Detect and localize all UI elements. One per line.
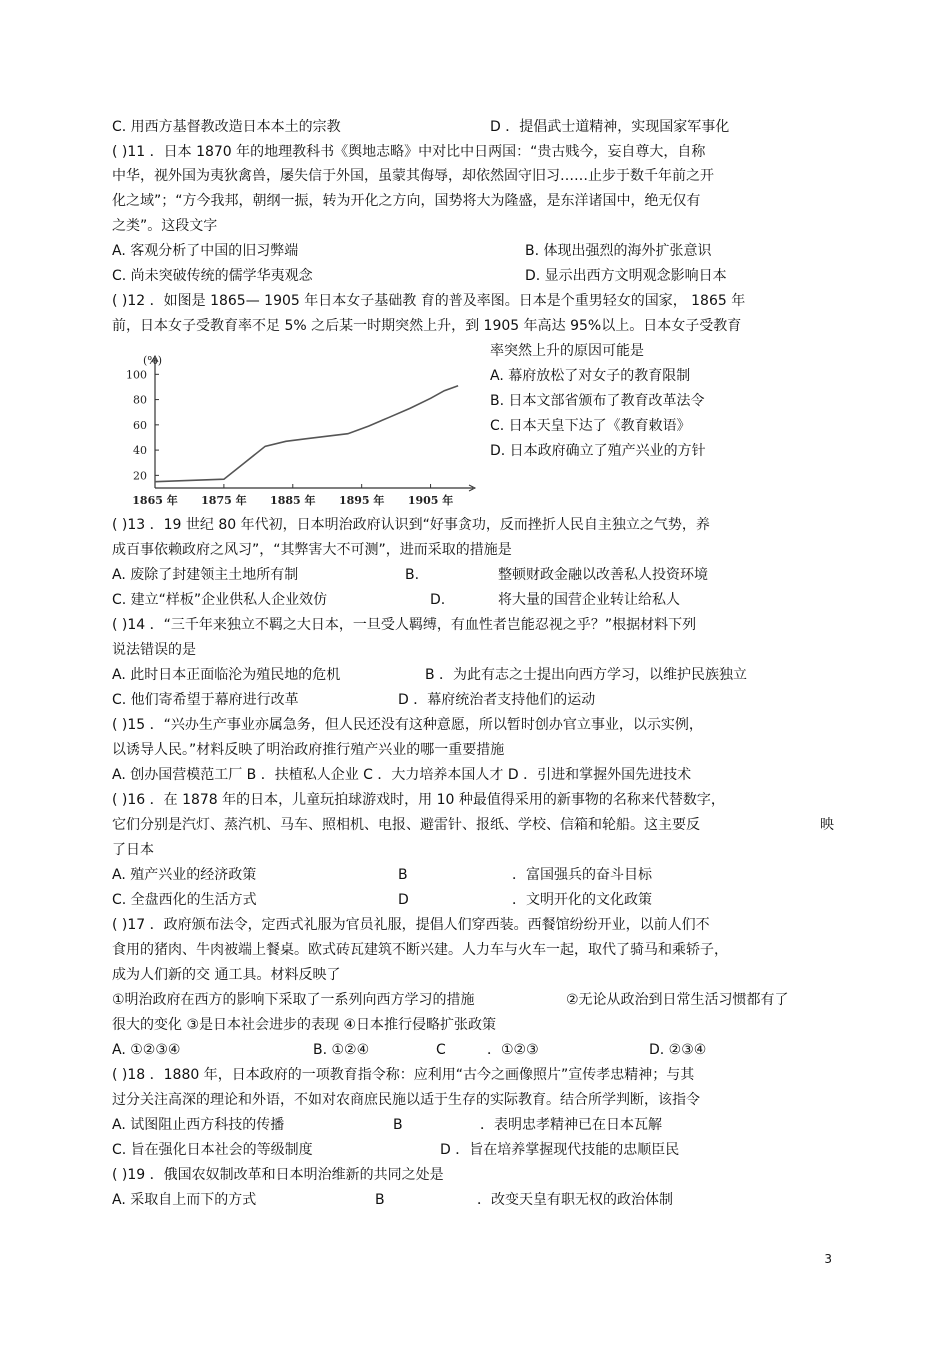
q18-option-b-text: ．表明忠孝精神已在日本瓦解	[480, 1117, 662, 1133]
q16-stem-1: ( )16 ．在 1878 年的日本，儿童玩拍球游戏时，用 10 种最值得采用的新事物的名称来代替数字，	[112, 792, 725, 808]
line-c-option: C. 用西方基督教改造日本本土的宗教	[112, 119, 341, 135]
q19-stem: ( )19 ．俄国农奴制改革和日本明治维新的共同之处是	[112, 1167, 444, 1183]
q16-option-a: A. 殖产兴业的经济政策	[112, 867, 257, 883]
q17-option-c-letter: C	[436, 1042, 446, 1058]
q17-option-b: B. ①②④	[313, 1042, 370, 1058]
line-d-option: D ．提倡武士道精神，实现国家军事化	[490, 119, 730, 135]
q11-option-a: A. 客观分析了中国的旧习弊端	[112, 243, 299, 259]
q11-option-b: B. 体现出强烈的海外扩张意识	[525, 243, 712, 259]
q19-option-a: A. 采取自上而下的方式	[112, 1192, 257, 1208]
q13-option-b-letter: B.	[405, 567, 420, 583]
q17-stem-1: ( )17 ．政府颁布法令，定西式礼服为官员礼服，提倡人们穿西装。西餐馆纷纷开业，以前人们不	[112, 917, 710, 933]
q11-stem-1: ( )11 ．日本 1870 年的地理教科书《舆地志略》中对比中日两国：“贵古贱今，妄自尊大，自称	[112, 144, 706, 160]
q12-stem-2: 前，日本女子受教育率不足 5% 之后某一时期突然上升，到 1905 年高达 95%以上。日本女子受教育	[112, 318, 742, 334]
q16-stem-2-end: 映	[820, 817, 834, 833]
q17-stem-3: 成为人们新的交 通工具。材料反映了	[112, 967, 341, 983]
series-line	[155, 386, 458, 482]
q12-stem-3: 率突然上升的原因可能是	[490, 343, 644, 359]
q13-stem-1: ( )13 ．19 世纪 80 年代初，日本明治政府认识到“好事贪功，反而挫折人民自主独立之气势，养	[112, 517, 710, 533]
q12-option-c: C. 日本天皇下达了《教育敕语》	[490, 418, 691, 434]
q18-option-a: A. 试图阻止西方科技的传播	[112, 1117, 285, 1133]
y-tick-label: 40	[133, 444, 147, 458]
page-number: 3	[824, 1252, 832, 1266]
q16-stem-2: 它们分别是汽灯、蒸汽机、马车、照相机、电报、避雷针、报纸、学校、信箱和轮船。这主要反	[112, 817, 700, 833]
q13-option-c: C. 建立“样板”企业供私人企业效仿	[112, 592, 328, 608]
q17-items-3-4: 很大的变化 ③是日本社会进步的表现 ④日本推行侵略扩张政策	[112, 1017, 497, 1033]
literacy-line-chart	[110, 345, 480, 510]
q16-option-b-letter: B	[398, 867, 408, 883]
y-tick-label: 100	[126, 368, 147, 382]
q17-item-2: ②无论从政治到日常生活习惯都有了	[566, 992, 789, 1008]
q17-option-a: A. ①②③④	[112, 1042, 181, 1058]
q18-option-d: D ．旨在培养掌握现代技能的忠顺臣民	[440, 1142, 680, 1158]
q16-stem-3: 了日本	[112, 842, 154, 858]
q11-stem-2: 中华，视外国为夷狄禽兽，屡失信于外国，虽蒙其侮辱，却依然固守旧习……止步于数千年前之开	[112, 168, 714, 184]
q13-option-a: A. 废除了封建领主土地所有制	[112, 567, 299, 583]
q16-option-d-letter: D	[398, 892, 409, 908]
q18-stem-2: 过分关注高深的理论和外语，不如对农商庶民施以适于生存的实际教育。结合所学判断，该指令	[112, 1092, 700, 1108]
q14-option-d: D ．幕府统治者支持他们的运动	[398, 692, 596, 708]
y-tick-label: 20	[133, 469, 147, 483]
q12-option-b: B. 日本文部省颁布了教育改革法令	[490, 393, 705, 409]
q15-stem-1: ( )15 ．“兴办生产事业亦属急务，但人民还没有这种意愿，所以暂时创办官立事业，以示实例，	[112, 717, 703, 733]
q15-options: A. 创办国营模范工厂 B ．扶植私人企业 C ．大力培养本国人才 D ．引进和掌握外国先进技术	[112, 767, 692, 783]
q18-option-c: C. 旨在强化日本社会的等级制度	[112, 1142, 313, 1158]
q13-option-b-text: 整顿财政金融以改善私人投资环境	[498, 567, 708, 583]
q19-option-b-letter: B	[375, 1192, 385, 1208]
q11-option-c: C. 尚未突破传统的儒学华夷观念	[112, 268, 313, 284]
y-tick-label: 80	[133, 393, 147, 407]
y-tick-label: 60	[133, 418, 147, 432]
q17-option-c-text: ．①②③	[487, 1042, 539, 1058]
q17-item-1: ①明治政府在西方的影响下采取了一系列向西方学习的措施	[112, 992, 475, 1008]
q15-stem-2: 以诱导人民。”材料反映了明治政府推行殖产兴业的哪一重要措施	[112, 742, 505, 758]
q13-option-d-letter: D.	[430, 592, 446, 608]
q14-stem-2: 说法错误的是	[112, 642, 196, 658]
q17-stem-2: 食用的猪肉、牛肉被端上餐桌。欧式砖瓦建筑不断兴建。人力车与火车一起，取代了骑马和乘轿子，	[112, 942, 728, 958]
x-tick-label: 1895 年	[338, 494, 385, 507]
q13-option-d-text: 将大量的国营企业转让给私人	[498, 592, 680, 608]
q12-option-a: A. 幕府放松了对女子的教育限制	[490, 368, 691, 384]
x-tick-label: 1865 年	[132, 494, 178, 507]
q11-option-d: D. 显示出西方文明观念影响日本	[525, 268, 727, 284]
y-axis-label: (%)	[143, 354, 163, 367]
q14-stem-1: ( )14 ．“三千年来独立不羁之大日本，一旦受人羁缚，有血性者岂能忍视之乎？”根据材料下列	[112, 617, 697, 633]
q19-option-b-text: ．改变天皇有职无权的政治体制	[477, 1192, 673, 1208]
q11-stem-4: 之类”。这段文字	[112, 218, 218, 234]
q18-stem-1: ( )18 ．1880 年，日本政府的一项教育指令称：应利用“古今之画像照片”宣传孝忠精神；与其	[112, 1067, 695, 1083]
x-tick-label: 1875 年	[201, 494, 247, 507]
q18-option-b-letter: B	[393, 1117, 403, 1133]
q16-option-d-text: ．文明开化的文化政策	[512, 892, 652, 908]
q16-option-c: C. 全盘西化的生活方式	[112, 892, 257, 908]
q14-option-b: B ．为此有志之士提出向西方学习，以维护民族独立	[425, 667, 748, 683]
q14-option-c: C. 他们寄希望于幕府进行改革	[112, 692, 299, 708]
q16-option-b-text: ．富国强兵的奋斗目标	[512, 867, 652, 883]
q12-stem-1: ( )12 ．如图是 1865— 1905 年日本女子基础教 育的普及率图。日本是个重男轻女的国家， 1865 年	[112, 293, 746, 309]
q17-option-d: D. ②③④	[649, 1042, 707, 1058]
q13-stem-2: 成百事依赖政府之风习”，“其弊害大不可测”，进而采取的措施是	[112, 542, 512, 558]
q12-option-d: D. 日本政府确立了殖产兴业的方针	[490, 443, 706, 459]
x-tick-label: 1885 年	[270, 494, 316, 507]
x-tick-label: 1905 年	[407, 494, 454, 507]
q11-stem-3: 化之域”；“方今我邦，朝纲一振，转为开化之方向，国势将大为隆盛，是东洋诸国中，绝无仅有	[112, 193, 701, 209]
q14-option-a: A. 此时日本正面临沦为殖民地的危机	[112, 667, 341, 683]
